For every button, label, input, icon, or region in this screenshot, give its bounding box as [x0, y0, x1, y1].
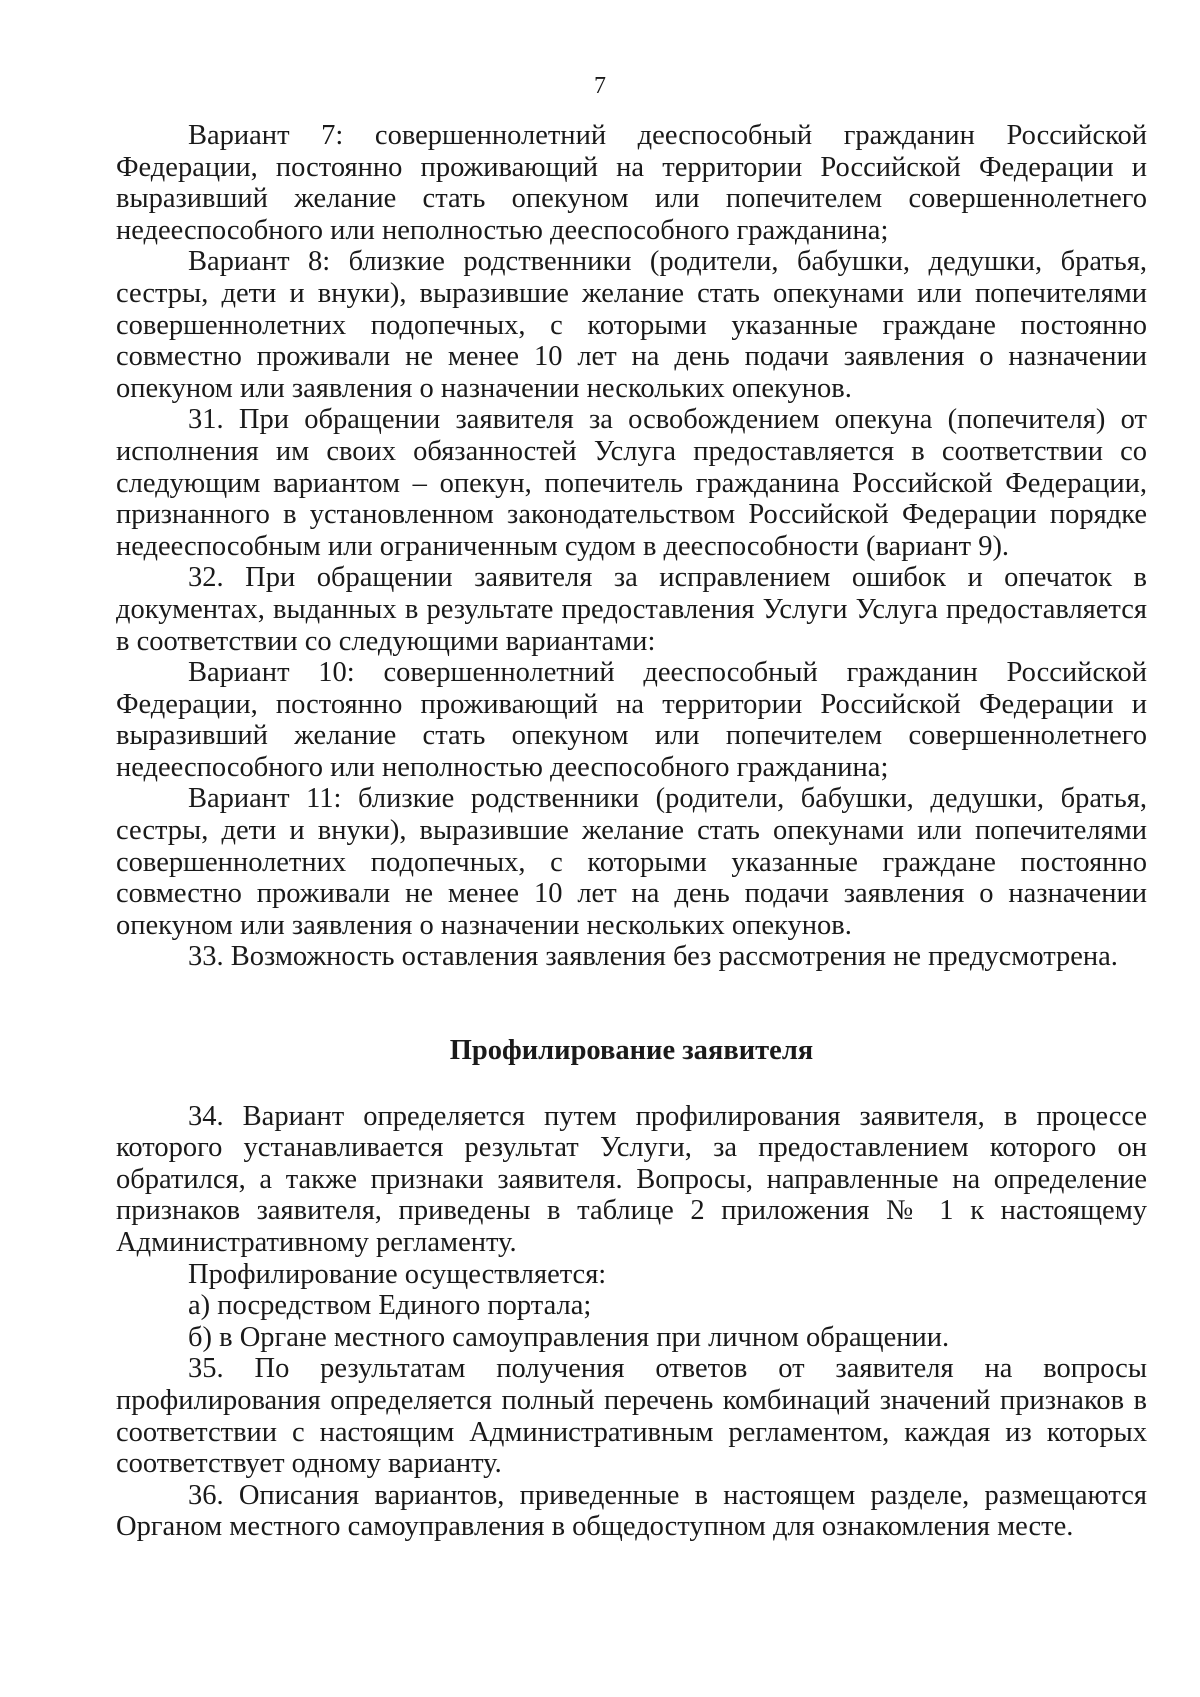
paragraph-variant-11: Вариант 11: близкие родственники (родители, бабушки, дедушки, братья, сестры, дети и внуки), выразившие желание стать опекунами или попечителями совершеннолетних подопечных, с которыми указанные граждане постоянно совместно проживали не менее 10 лет на день подачи заявления о назначении опекуном или заявления о назначении нескольких опекунов. [116, 783, 1147, 941]
paragraph-variant-10: Вариант 10: совершеннолетний дееспособный гражданин Российской Федерации, постоянно проживающий на территории Российской Федерации и выразивший желание стать опекуном или попечителем совершеннолетнего недееспособного или неполностью дееспособного гражданина; [116, 657, 1147, 783]
paragraph-31: 31. При обращении заявителя за освобождением опекуна (попечителя) от исполнения им своих обязанностей Услуга предоставляется в соответствии со следующим вариантом – опекун, попечитель гражданина Российской Федерации, признанного в установленном законодательством Российской Федерации порядке недееспособным или ограниченным судом в дееспособности (вариант 9). [116, 404, 1147, 562]
paragraph-profiling-intro: Профилирование осуществляется: [188, 1258, 607, 1290]
paragraph-32: 32. При обращении заявителя за исправлением ошибок и опечаток в документах, выданных в результате предоставления Услуги Услуга предоставляется в соответствии со следующими вариантами: [116, 562, 1147, 657]
paragraph-33: 33. Возможность оставления заявления без рассмотрения не предусмотрена. [188, 941, 1118, 973]
paragraph-variant-8: Вариант 8: близкие родственники (родители, бабушки, дедушки, братья, сестры, дети и внуки), выразившие желание стать опекунами или попечителями совершеннолетних подопечных, с которыми указанные граждане постоянно совместно проживали не менее 10 лет на день подачи заявления о назначении опекуном или заявления о назначении нескольких опекунов. [116, 246, 1147, 404]
list-item-a: а) посредством Единого портала; [188, 1290, 592, 1322]
list-item-b: б) в Органе местного самоуправления при личном обращении. [188, 1321, 950, 1353]
paragraph-36: 36. Описания вариантов, приведенные в настоящем разделе, размещаются Органом местного самоуправления в общедоступном для ознакомления месте. [116, 1479, 1147, 1543]
document-body [116, 120, 1147, 1543]
paragraph-35: 35. По результатам получения ответов от заявителя на вопросы профилирования определяется полный перечень комбинаций значений признаков в соответствии с настоящим Административным регламентом, каждая из которых соответствует одному варианту. [116, 1353, 1147, 1480]
section-heading: Профилирование заявителя [449, 1035, 814, 1067]
page-number: 7 [594, 73, 606, 99]
paragraph-variant-7: Вариант 7: совершеннолетний дееспособный гражданин Российской Федерации, постоянно проживающий на территории Российской Федерации и выразивший желание стать опекуном или попечителем совершеннолетнего недееспособного или неполностью дееспособного гражданина; [116, 120, 1147, 246]
paragraph-34: 34. Вариант определяется путем профилирования заявителя, в процессе которого устанавливается результат Услуги, за предоставлением которого он обратился, а также признаки заявителя. Вопросы, направленные на определение признаков заявителя, приведены в таблице 2 приложения № 1 к настоящему Административному регламенту. [116, 1100, 1147, 1258]
